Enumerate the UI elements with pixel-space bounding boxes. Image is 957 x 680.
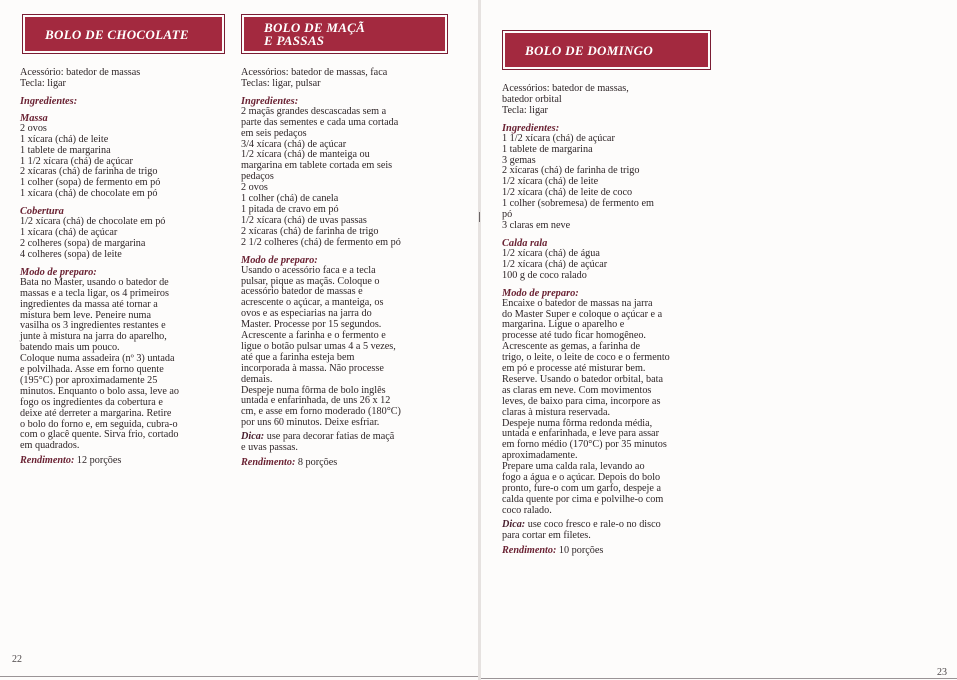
list-item: 3/4 xícara (chá) de açúcar — [241, 138, 347, 150]
recipe-bolo-de-chocolate — [20, 14, 225, 467]
list-item: 1 1/2 xícara (chá) de açúcar — [502, 132, 615, 144]
method-line: aproximadamente. — [502, 450, 578, 462]
intro-line: Acessórios: batedor de massas, — [502, 83, 629, 94]
yield-value: 10 porções — [558, 544, 604, 556]
method-line: claras à mistura reservada. — [502, 406, 611, 418]
method-line: Encaixe o batedor de massas na jarra — [502, 297, 653, 309]
list-item: 1 colher (chá) de canela — [241, 193, 339, 205]
list-item: 1/2 xícara (chá) de leite de coco — [502, 187, 633, 199]
method-line: pulsar, pique as maçãs. Coloque o — [241, 275, 380, 287]
method-line: leves, de baixo para cima, incorpore as — [502, 395, 661, 407]
massa-list — [20, 124, 225, 200]
list-item: 2 1/2 colheres (chá) de fermento em pó — [241, 236, 401, 248]
method-line: Coloque numa assadeira (nº 3) untada — [20, 353, 175, 365]
method-line: ingredientes da massa até tornar a — [20, 298, 158, 310]
page-number-left: 22 — [12, 654, 22, 665]
calda-list — [502, 249, 711, 282]
list-item: pedaços — [241, 171, 274, 183]
massa-heading: Massa — [20, 112, 48, 124]
list-item: 1/2 xícara (chá) de leite — [502, 176, 599, 188]
method-heading: Modo de preparo: — [502, 287, 579, 299]
yield-label: Rendimento: — [502, 544, 557, 556]
intro-line: Teclas: ligar, pulsar — [241, 77, 321, 89]
method-line: ovos e as especiarias na jarra do — [241, 308, 372, 320]
list-item: 2 colheres (sopa) de margarina — [20, 237, 146, 249]
list-item: 1 xícara (chá) de açúcar — [20, 227, 118, 239]
method-line: incorporada à massa. Não processe — [241, 362, 384, 374]
method-line: minutos. Enquanto o bolo assa, leve ao — [20, 385, 180, 397]
recipe-title-box — [22, 14, 225, 54]
intro-line: Tecla: ligar — [502, 104, 548, 116]
list-item: 3 gemas — [502, 154, 536, 166]
list-item: 1 xícara (chá) de chocolate em pó — [20, 188, 158, 200]
method-line: coco ralado. — [502, 504, 552, 516]
method-line: com o glacê quente. Sirva frio, cortado — [20, 429, 179, 441]
list-item: 1 colher (sobremesa) de fermento em — [502, 198, 654, 210]
list-item: 2 maçãs grandes descascadas sem a — [241, 105, 387, 117]
method-line: processe até tudo ficar homogêneo. — [502, 330, 646, 342]
yield-label: Rendimento: — [20, 455, 75, 467]
method-heading: Modo de preparo: — [20, 266, 97, 278]
intro — [20, 68, 225, 90]
method-line: acessório batedor de massas e — [241, 286, 363, 298]
method-line: margarina. Ligue o aparelho e — [502, 319, 625, 331]
yield — [502, 546, 711, 557]
list-item: 1/2 xícara (chá) de uvas passas — [241, 214, 367, 226]
yield-value: 8 porções — [297, 457, 338, 468]
tip — [502, 520, 711, 531]
intro-line: Tecla: ligar — [20, 77, 66, 89]
list-item: 4 colheres (sopa) de leite — [20, 248, 122, 260]
list-item: 1/2 xícara (chá) de chocolate em pó — [20, 216, 166, 228]
method-line: até que a farinha esteja bem — [241, 351, 355, 363]
list-item: 1/2 xícara (chá) de manteiga ou — [241, 149, 370, 161]
method-line: Acrescente a farinha e o fermento e — [241, 330, 386, 342]
list-item: 1/2 xícara (chá) de açúcar — [502, 258, 608, 270]
yield — [241, 458, 448, 469]
intro-line: batedor orbital — [502, 93, 562, 105]
method-line: Reserve. Usando o batedor orbital, bata — [502, 373, 663, 385]
recipe-title-line: E PASSAS — [264, 33, 325, 48]
list-item: parte das sementes e cada uma cortada — [241, 116, 399, 128]
list-item: margarina em tablete cortada em seis — [241, 160, 393, 172]
tip-label: Dica: — [502, 518, 526, 530]
method-line: em forno médio (170°C) por 35 minutos — [502, 439, 667, 451]
method-text — [241, 266, 448, 430]
calda-heading: Calda rala — [502, 237, 548, 249]
recipe-title: BOLO DE DOMINGO — [505, 33, 708, 67]
list-item: 1 1/2 xícara (chá) de açúcar — [20, 155, 133, 167]
method-line: Master. Processe por 15 segundos. — [241, 319, 382, 331]
method-line: untada e enfarinhada, de uns 26 x 12 — [241, 395, 391, 407]
list-item: 1 colher (sopa) de fermento em pó — [20, 177, 161, 189]
method-line: ligue o botão pulsar umas 4 a 5 vezes, — [241, 340, 396, 352]
recipe-title: BOLO DE CHOCOLATE — [25, 17, 222, 51]
method-line: Usando o acessório faca e a tecla — [241, 264, 376, 276]
method-line: Bata no Master, usando o batedor de — [20, 276, 169, 288]
left-page-bottom-edge — [0, 676, 478, 677]
list-item: 1 tablete de margarina — [20, 144, 111, 156]
intro-line: Acessório: batedor de massas — [20, 67, 141, 78]
method-line: acrescente o açúcar, a manteiga, os — [241, 297, 384, 309]
method-line: demais. — [241, 373, 273, 385]
list-item: 2 xícaras (chá) de farinha de trigo — [502, 165, 640, 177]
cobertura-heading: Cobertura — [20, 206, 64, 218]
method-line: Despeje numa fôrma de bolo inglês — [241, 384, 386, 396]
method-line: pronto, fure-o com um garfo, despeje a — [502, 483, 661, 494]
method-line: mistura bem leve. Peneire numa — [20, 309, 151, 321]
method-line: e polvilhada. Asse em forno quente — [20, 364, 164, 376]
method-line: Prepare uma calda rala, levando ao — [502, 461, 645, 473]
method-line: o bolo do forno e, em seguida, cubra-o — [20, 418, 178, 430]
recipe-title-line: BOLO DE MAÇÃ — [264, 20, 366, 35]
intro — [502, 84, 711, 117]
list-item: 3 claras em neve — [502, 219, 571, 231]
list-item: 2 xícaras (chá) de farinha de trigo — [20, 166, 158, 178]
recipe-title-box — [241, 14, 448, 54]
method-line: em quadrados. — [20, 440, 80, 452]
method-line: Acrescente as gemas, a farinha de — [502, 341, 641, 353]
tip-text: e uvas passas. — [241, 442, 298, 454]
list-item: 2 xícaras (chá) de farinha de trigo — [241, 225, 379, 237]
ingredients-heading: Ingredientes: — [241, 95, 299, 107]
ingredients-heading: Ingredientes: — [502, 122, 560, 134]
list-item: 1 pitada de cravo em pó — [241, 203, 339, 215]
intro-line: Acessórios: batedor de massas, faca — [241, 67, 388, 78]
ingredients-list — [502, 134, 711, 232]
yield-label: Rendimento: — [241, 457, 296, 468]
list-item: 2 ovos — [20, 122, 47, 134]
list-item: 1/2 xícara (chá) de água — [502, 247, 600, 259]
list-item: pó — [502, 209, 513, 221]
method-line: por uns 60 minutos. Deixe esfriar. — [241, 417, 380, 429]
recipe-bolo-de-domingo — [502, 14, 711, 556]
page-number-right: 23 — [937, 667, 947, 678]
list-item: 1 tablete de margarina — [502, 143, 593, 155]
method-line: cm, e asse em forno moderado (180°C) — [241, 406, 401, 418]
method-line: trigo, o leite, o leite de coco e o fermento — [502, 352, 670, 364]
yield — [20, 456, 225, 467]
method-line: untada e enfarinhada, e leve para assar — [502, 428, 659, 440]
recipe-title — [244, 17, 445, 51]
list-item: 2 ovos — [241, 182, 268, 194]
cobertura-list — [20, 217, 225, 261]
list-item: 1 xícara (chá) de leite — [20, 133, 109, 145]
method-text — [502, 299, 711, 517]
method-line: Despeje numa fôrma redonda média, — [502, 417, 653, 429]
method-line: fogo os ingredientes da cobertura e — [20, 396, 163, 408]
recipe-title-box — [502, 30, 711, 70]
method-line: fogo a água e o açúcar. Depois do bolo — [502, 472, 661, 484]
list-item: em seis pedaços — [241, 127, 307, 139]
method-line: junte à mistura na jarra do aparelho, — [20, 331, 167, 343]
ingredients-list — [241, 107, 448, 249]
yield-value: 12 porções — [76, 455, 122, 467]
method-line: as claras em neve. Com movimentos — [502, 384, 652, 396]
tip-text: para cortar em filetes. — [502, 529, 591, 541]
list-item: 100 g de coco ralado — [502, 269, 587, 281]
recipe-bolo-de-maca-e-passas — [241, 14, 448, 469]
right-page-bottom-edge — [481, 678, 957, 679]
method-text — [20, 278, 225, 453]
ingredients-heading: Ingredientes: — [20, 95, 78, 107]
method-line: massas e a tecla ligar, os 4 primeiros — [20, 287, 169, 299]
method-line: vasilha os 3 ingredientes restantes e — [20, 320, 166, 332]
method-line: em pó e processe até misturar bem. — [502, 363, 646, 375]
method-line: calda quente por cima e polvilhe-o com — [502, 493, 664, 505]
method-heading: Modo de preparo: — [241, 254, 318, 266]
gutter-mark — [479, 212, 480, 222]
tip-text: use coco fresco e rale-o no disco — [527, 518, 661, 530]
method-line: deixe até derreter a margarina. Retire — [20, 407, 172, 419]
method-line: batendo mais um pouco. — [20, 342, 120, 354]
intro — [241, 68, 448, 90]
tip-label: Dica: — [241, 431, 265, 443]
method-line: do Master Super e coloque o açúcar e a — [502, 308, 663, 320]
tip-text: use para decorar fatias de maçã — [266, 431, 395, 443]
method-line: (195°C) por aproximadamente 25 — [20, 374, 158, 386]
